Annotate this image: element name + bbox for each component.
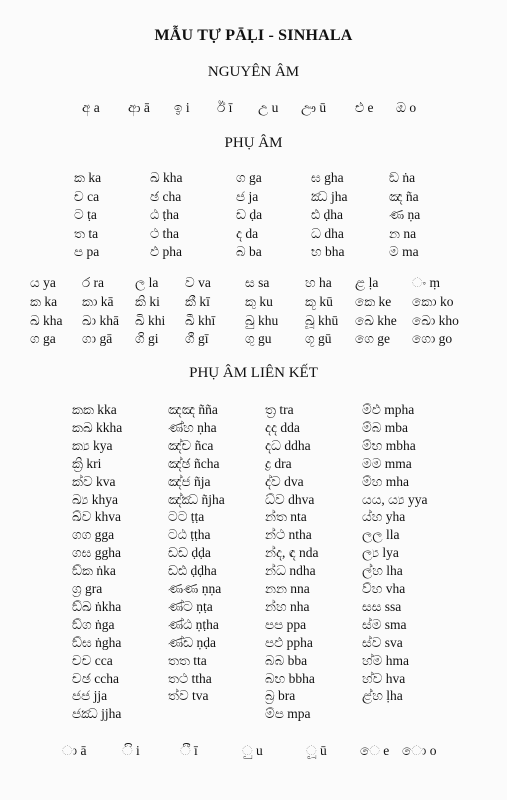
consonant-item: ඪ ḍha (311, 207, 344, 222)
conjunct-row (0, 474, 507, 492)
consonant-row (0, 226, 507, 244)
conjunct-item: ත්‍ර tra (265, 402, 294, 417)
conjunct-item: තථ ttha (168, 670, 212, 686)
conjunct-item: පප ppa (265, 616, 307, 632)
conjunct-item: න්ත nta (265, 509, 307, 525)
consonant-item: ණ ṇa (389, 207, 421, 222)
consonant-item: ව va (185, 275, 211, 290)
conjunct-row (0, 563, 507, 581)
syllable-item: කී kī (185, 294, 210, 309)
vowel-item: ඊ ī (217, 100, 233, 115)
consonant-item: ට ṭa (74, 207, 97, 222)
vowel-item: ආ ā (128, 100, 150, 115)
consonant-row (0, 207, 507, 225)
vowel-sign-item: ෙ e (360, 743, 390, 758)
consonant-item: ළ ḷa (355, 275, 379, 290)
conjunct-row (0, 420, 507, 438)
consonant-item: හ ha (305, 275, 332, 290)
consonant-item: ජ ja (236, 188, 259, 204)
conjunct-item: ණණ ṇṇa (168, 581, 222, 596)
syllable-item: කෙ ke (355, 294, 392, 309)
conjunct-row (0, 456, 507, 474)
conjunct-item: කඛ kkha (72, 419, 123, 435)
consonant-item: ඤ ña (389, 188, 419, 204)
conjunct-item: ය්හ yha (362, 509, 406, 525)
syllable-item: කූ kū (305, 294, 333, 309)
conjunct-item: ජජ jja (72, 688, 108, 704)
conjunct-item: ඞ්ක ṅka (72, 563, 116, 579)
conjunct-item: ණ්ඨ ṇṭha (168, 616, 219, 632)
consonant-row (0, 244, 507, 262)
conjunct-row (0, 635, 507, 653)
conjunct-item: නන nna (265, 581, 310, 596)
conjunct-row (0, 402, 507, 420)
conjunct-item: බබ bba (265, 652, 308, 668)
vowel-item: අ a (82, 100, 100, 115)
conjunct-item: ගග gga (72, 527, 115, 543)
consonant-item: භ bha (311, 244, 345, 259)
conjunct-item: ඞ්ඝ ṅgha (72, 634, 122, 650)
conjunct-item: න්ධ ndha (265, 563, 316, 579)
conjunct-item: ම්ඵ mpha (362, 402, 415, 417)
vowel-sign-item: ු u (242, 743, 263, 758)
conjunct-item: හ්ම hma (362, 652, 409, 668)
conjunct-item: බ්‍ර bra (265, 688, 296, 704)
consonant-item: න na (389, 225, 417, 241)
consonant-item: ග ga (236, 170, 262, 185)
syllable-item: ඛී khī (185, 312, 216, 328)
syllable-row (0, 331, 507, 349)
syllable-item: ගු gu (245, 331, 272, 346)
vowels-row (0, 100, 507, 118)
conjunct-item: ඤ්ජ ñja (168, 473, 211, 489)
syllable-item: ඛි khi (135, 312, 166, 328)
conjunct-item: න්හ nha (265, 598, 310, 614)
conjunct-item: ණ්ට ṇṭa (168, 598, 213, 614)
conjunct-item: ණ්හ ṇha (168, 419, 217, 435)
conjunct-item: ග්‍ර gra (72, 581, 103, 596)
syllable-item: ක ka (30, 294, 58, 309)
vowel-sign-item: ො o (402, 743, 437, 758)
vowel-sign-item: ා ā (62, 743, 87, 758)
conjunct-row (0, 653, 507, 671)
conjunct-item: ටඨ ṭṭha (168, 527, 211, 543)
conjunct-item: ණ්ඩ ṇḍa (168, 634, 217, 650)
conjunct-item: ස්ව sva (362, 634, 403, 650)
conjunct-item: ඛ්ව khva (72, 509, 121, 525)
consonant-item: ල la (135, 275, 159, 290)
consonant-item: ඣ jha (311, 188, 348, 204)
conjunct-row (0, 545, 507, 563)
consonant-item: ඞ ṅa (389, 170, 416, 185)
conjunct-item: ඞ්ග ṅga (72, 616, 115, 632)
conjunct-item: ලල lla (362, 527, 400, 543)
consonant-row (0, 170, 507, 188)
conjunct-item: යය, ය්‍ය yya (362, 491, 428, 507)
consonant-item: ඝ gha (311, 170, 344, 185)
conjunct-item: ඞ්ඛ ṅkha (72, 598, 122, 614)
conjunct-item: දද dda (265, 419, 300, 435)
syllable-item: ඛු khu (245, 312, 279, 328)
consonant-item: ද da (236, 225, 259, 241)
syllable-item: ඛා khā (82, 312, 119, 328)
conjunct-item: ජඣ jjha (72, 706, 122, 722)
syllable-item: ඛ kha (30, 312, 63, 328)
conjunct-item: පඵ ppha (265, 634, 313, 650)
conjunct-item: ඩඩ ḍḍa (168, 545, 211, 561)
consonant-item: ම ma (389, 244, 419, 259)
syllable-item: ගී gī (185, 331, 209, 346)
conjunct-row (0, 706, 507, 724)
syllable-item: ග ga (30, 331, 56, 346)
conjunct-row (0, 527, 507, 545)
syllable-item: ඛූ khū (305, 312, 339, 328)
conjunct-item: ළ්හ ḷha (362, 688, 403, 704)
conjunct-item: ල්‍ය lya (362, 545, 399, 561)
consonant-item: ධ dha (311, 225, 344, 241)
vowel-item: ඔ o (396, 100, 417, 115)
consonant-item: ං ṃ (412, 275, 440, 290)
page-title: MẪU TỰ PĀḶI - SINHALA (154, 27, 353, 44)
conjunct-item: න්ද, ඳ nda (265, 545, 319, 561)
syllable-item: ගෙ ge (355, 331, 390, 346)
vowel-sign-item: ී ī (180, 743, 198, 758)
consonant-item: ඨ ṭha (150, 207, 180, 222)
vowel-item: එ e (355, 100, 374, 115)
conjunct-item: ම්බ mba (362, 419, 408, 435)
conjunct-row (0, 671, 507, 689)
consonant-item: ථ tha (150, 225, 180, 241)
conjunct-item: හ්ව hva (362, 670, 406, 686)
syllable-item: ගි gi (135, 331, 159, 346)
conjunct-item: ක්ව kva (72, 473, 116, 489)
conjunct-row (0, 492, 507, 510)
conjunct-item: ම්ප mpa (265, 706, 311, 722)
syllable-item: ඛෙ khe (355, 312, 397, 328)
syllable-item: ගා gā (82, 331, 113, 346)
conjunct-item: ඤඤ ñña (168, 402, 218, 417)
conjunct-item: ක්‍ය kya (72, 437, 113, 453)
conjunct-item: ඤ්ඣ ñjha (168, 491, 225, 507)
consonants-heading: PHỤ ÂM (224, 135, 283, 151)
consonant-item: ඛ kha (150, 170, 183, 185)
conjunct-item: ස්ම sma (362, 616, 407, 632)
consonant-item: ච ca (74, 188, 100, 204)
conjunct-item: ද්‍ර dra (265, 455, 292, 471)
conjuncts-heading: PHỤ ÂM LIÊN KẾT (189, 365, 318, 381)
consonant-item: ප pa (74, 244, 100, 259)
misc-consonants-row (0, 275, 507, 293)
conjunct-item: දධ ddha (265, 437, 311, 453)
syllable-row (0, 294, 507, 312)
consonant-item: ස sa (245, 275, 270, 290)
conjunct-item: න්ථ ntha (265, 527, 312, 543)
consonant-item: ක ka (74, 170, 102, 185)
conjunct-row (0, 617, 507, 635)
conjunct-item: කක kka (72, 402, 117, 417)
consonant-item: ය ya (30, 275, 56, 290)
conjunct-row (0, 509, 507, 527)
consonant-item: බ ba (236, 244, 262, 259)
conjunct-item: බභ bbha (265, 670, 315, 686)
consonant-item: ඩ ḍa (236, 207, 263, 222)
conjunct-row (0, 438, 507, 456)
conjunct-item: චච cca (72, 652, 113, 668)
vowels-heading: NGUYÊN ÂM (207, 64, 300, 80)
vowel-item: ඉ i (174, 100, 190, 115)
conjunct-item: ම්හ mha (362, 473, 409, 489)
vowel-item: උ u (258, 100, 279, 115)
syllable-item: ඛො kho (412, 312, 459, 328)
conjunct-row (0, 599, 507, 617)
conjunct-item: තත tta (168, 652, 207, 668)
vowel-item: ඌ ū (301, 100, 327, 115)
vowel-signs-row (0, 743, 507, 761)
conjunct-item: ඩඪ ḍḍha (168, 563, 217, 579)
conjunct-item: සස ssa (362, 598, 402, 614)
syllable-row (0, 313, 507, 331)
syllable-item: කො ko (412, 294, 454, 309)
consonant-item: ඵ pha (150, 244, 183, 259)
conjunct-item: ධ්ව dhva (265, 491, 315, 507)
consonant-item: ර ra (82, 275, 105, 290)
consonant-item: ඡ cha (150, 188, 182, 204)
syllable-item: ගූ gū (305, 331, 332, 346)
conjunct-item: ගඝ ggha (72, 545, 121, 561)
vowel-sign-item: ි i (122, 743, 140, 758)
conjunct-item: ක්‍රි kri (72, 455, 102, 471)
conjunct-item: චඡ ccha (72, 670, 119, 686)
conjunct-item: ත්ව tva (168, 688, 209, 704)
conjunct-item: ල්හ lha (362, 563, 403, 579)
conjunct-row (0, 688, 507, 706)
syllable-item: කු ku (245, 294, 273, 309)
conjunct-item: මම mma (362, 455, 412, 471)
consonant-item: ත ta (74, 225, 99, 241)
conjunct-item: ද්ව dva (265, 473, 304, 489)
vowel-sign-item: ූ ū (306, 743, 327, 758)
syllable-item: කි ki (135, 294, 160, 309)
conjunct-item: ව්හ vha (362, 581, 406, 596)
conjunct-item: ම්භ mbha (362, 437, 416, 453)
conjunct-item: ඤ්ච ñca (168, 437, 214, 453)
conjunct-item: ටට ṭṭa (168, 509, 205, 525)
syllable-item: කා kā (82, 294, 114, 309)
conjunct-row (0, 581, 507, 599)
conjunct-item: ඤ්ඡ ñcha (168, 455, 220, 471)
consonant-row (0, 189, 507, 207)
syllable-item: ගො go (412, 331, 453, 346)
conjunct-item: ඛ්‍ය khya (72, 491, 118, 507)
